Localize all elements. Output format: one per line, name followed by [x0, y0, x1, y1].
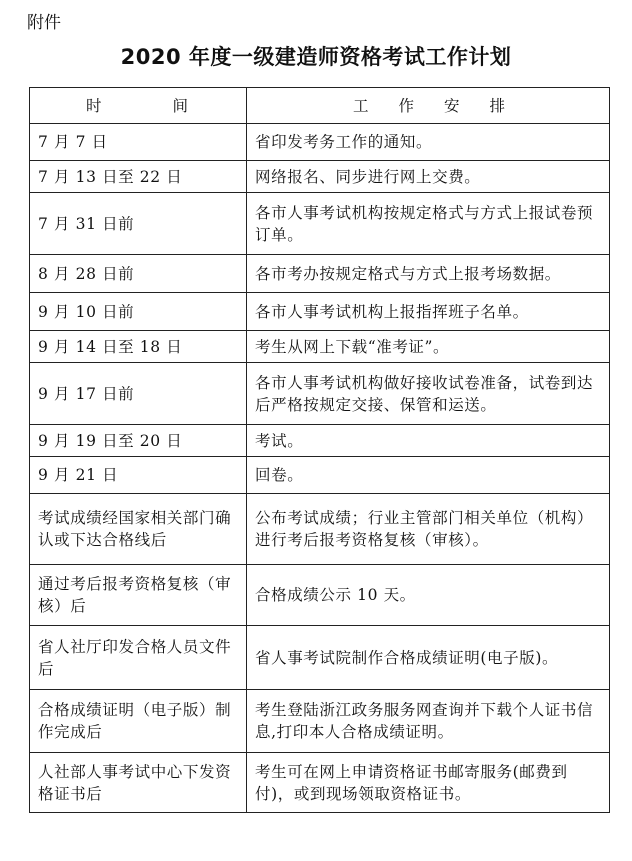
time-cell: 考试成绩经国家相关部门确认或下达合格线后: [30, 494, 247, 565]
work-cell: 公布考试成绩；行业主管部门相关单位（机构）进行考后报考资格复核（审核）。: [247, 494, 610, 565]
table-row: [30, 331, 610, 363]
time-cell: 7 月 13 日至 22 日: [30, 161, 247, 193]
work-cell: 省印发考务工作的通知。: [247, 124, 610, 161]
header-work-char: 工: [353, 96, 369, 115]
header-work-char: 排: [489, 96, 505, 115]
page-title: 2020 年度一级建造师资格考试工作计划: [120, 45, 512, 69]
work-cell: 网络报名、同步进行网上交费。: [247, 161, 610, 193]
table-row: [30, 690, 610, 753]
schedule-table: [29, 87, 610, 813]
table-row: [30, 255, 610, 293]
time-cell: 8 月 28 日前: [30, 255, 247, 293]
table-header-row: [30, 88, 610, 124]
time-cell: 9 月 19 日至 20 日: [30, 425, 247, 457]
header-time-char: 时: [86, 96, 102, 115]
header-time: [30, 88, 247, 124]
header-work-char: 安: [443, 96, 460, 115]
time-cell: 合格成绩证明（电子版）制作完成后: [30, 690, 247, 753]
table-row: [30, 457, 610, 494]
header-work-char: 作: [398, 96, 414, 115]
table-row: [30, 363, 610, 425]
work-cell: 各市考办按规定格式与方式上报考场数据。: [247, 255, 610, 293]
work-cell: 考生可在网上申请资格证书邮寄服务(邮费到付)，或到现场领取资格证书。: [247, 753, 610, 813]
time-cell: 通过考后报考资格复核（审核）后: [30, 565, 247, 626]
table-row: [30, 565, 610, 626]
table-row: [30, 193, 610, 255]
table-row: [30, 161, 610, 193]
table-row: [30, 124, 610, 161]
work-cell: 回卷。: [247, 457, 610, 494]
work-cell: 合格成绩公示 10 天。: [247, 565, 610, 626]
table-row: [30, 626, 610, 690]
time-cell: 9 月 17 日前: [30, 363, 247, 425]
work-cell: 各市人事考试机构做好接收试卷准备，试卷到达后严格按规定交接、保管和运送。: [247, 363, 610, 425]
time-cell: 9 月 14 日至 18 日: [30, 331, 247, 363]
attachment-label: 附件: [27, 13, 61, 33]
time-cell: 人社部人事考试中心下发资格证书后: [30, 753, 247, 813]
work-cell: 考试。: [247, 425, 610, 457]
time-cell: 9 月 21 日: [30, 457, 247, 494]
header-work: [247, 88, 610, 124]
work-cell: 各市人事考试机构上报指挥班子名单。: [247, 293, 610, 331]
header-time-char: 间: [172, 96, 188, 115]
table-row: [30, 425, 610, 457]
time-cell: 省人社厅印发合格人员文件后: [30, 626, 247, 690]
time-cell: 9 月 10 日前: [30, 293, 247, 331]
table-row: [30, 293, 610, 331]
work-cell: 各市人事考试机构按规定格式与方式上报试卷预订单。: [247, 193, 610, 255]
work-cell: 考生从网上下载“准考证”。: [247, 331, 610, 363]
time-cell: 7 月 31 日前: [30, 193, 247, 255]
table-row: [30, 494, 610, 565]
time-cell: 7 月 7 日: [30, 124, 247, 161]
table-row: [30, 753, 610, 813]
work-cell: 省人事考试院制作合格成绩证明(电子版)。: [247, 626, 610, 690]
work-cell: 考生登陆浙江政务服务网查询并下载个人证书信息,打印本人合格成绩证明。: [247, 690, 610, 753]
